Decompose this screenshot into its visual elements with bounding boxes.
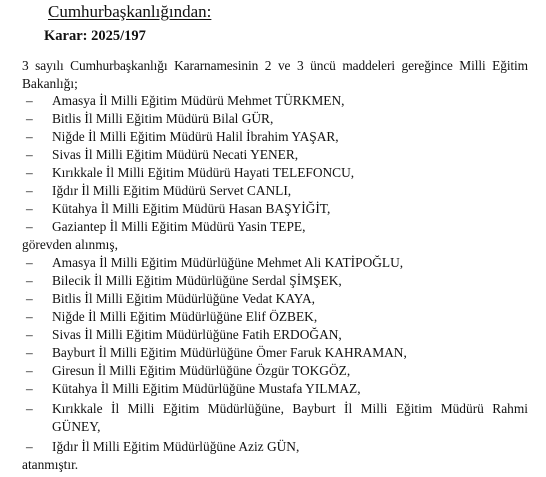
dash-bullet: –	[26, 363, 33, 378]
appointed-item-text: Kütahya İl Milli Eğitim Müdürlüğüne Mustafa YILMAZ,	[52, 381, 361, 396]
removed-item	[26, 200, 330, 218]
dash-bullet: –	[26, 345, 33, 360]
dash-bullet: –	[26, 439, 33, 454]
removed-item-text: Bitlis İl Milli Eğitim Müdürü Bilal GÜR,	[52, 111, 274, 126]
appointed-item-text: Niğde İl Milli Eğitim Müdürlüğüne Elif ÖZBEK,	[52, 309, 318, 324]
appointed-item-text: Bayburt İl Milli Eğitim Müdürlüğüne Ömer Faruk KAHRAMAN,	[52, 345, 407, 360]
appointed-item-text: Amasya İl Milli Eğitim Müdürlüğüne Mehmet Ali KATİPOĞLU,	[52, 255, 404, 270]
removed-item-text: Sivas İl Milli Eğitim Müdürü Necati YENER,	[52, 147, 299, 162]
appointed-item-text: Giresun İl Milli Eğitim Müdürlüğüne Özgür TOKGÖZ,	[52, 363, 351, 378]
appointed-item	[26, 362, 350, 380]
dash-bullet: –	[26, 327, 33, 342]
removed-item-text: Iğdır İl Milli Eğitim Müdürü Servet CANLI,	[52, 183, 292, 198]
appointed-item-text: Kırıkkale İl Milli Eğitim Müdürlüğüne, Bayburt İl Milli Eğitim Müdürü Rahmi	[52, 401, 528, 416]
issuer-heading: Cumhurbaşkanlığından:	[48, 2, 212, 21]
removed-item-text: Gaziantep İl Milli Eğitim Müdürü Yasin TEPE,	[52, 219, 306, 234]
dash-bullet: –	[26, 183, 33, 198]
removed-item	[26, 182, 291, 200]
removed-item	[26, 164, 354, 182]
removed-item	[26, 128, 339, 146]
appointed-item	[26, 272, 342, 290]
dash-bullet: –	[26, 111, 33, 126]
appointed-item-text: Bilecik İl Milli Eğitim Müdürlüğüne Serdal ŞİMŞEK,	[52, 273, 342, 288]
dash-bullet: –	[26, 219, 33, 234]
removed-item-text: Kütahya İl Milli Eğitim Müdürü Hasan BAŞYİĞİT,	[52, 201, 331, 216]
intro-text-line-1: 3 sayılı Cumhurbaşkanlığı Kararnamesinin 2 ve 3 üncü maddeleri gereğince Milli Eğitim	[22, 58, 528, 73]
appointed-item-text: Iğdır İl Milli Eğitim Müdürlüğüne Aziz GÜN,	[52, 439, 300, 454]
decision-number: Karar: 2025/197	[44, 28, 146, 44]
dash-bullet: –	[26, 165, 33, 180]
dash-bullet: –	[26, 93, 33, 108]
removed-item	[26, 110, 273, 128]
appointed-item-text: Sivas İl Milli Eğitim Müdürlüğüne Fatih ERDOĞAN,	[52, 327, 342, 342]
removed-item-text: Niğde İl Milli Eğitim Müdürü Halil İbrahim YAŞAR,	[52, 129, 339, 144]
dash-bullet: –	[26, 291, 33, 306]
appointed-item	[26, 290, 315, 308]
appointed-item	[26, 438, 299, 456]
dash-bullet: –	[26, 309, 33, 324]
removed-item	[26, 92, 344, 110]
dash-bullet: –	[26, 273, 33, 288]
appointed-item	[26, 344, 407, 362]
removed-item	[26, 146, 298, 164]
dash-bullet: –	[26, 129, 33, 144]
removed-item-text: Kırıkkale İl Milli Eğitim Müdürü Hayati TELEFONCU,	[52, 165, 355, 180]
appointed-item	[26, 326, 342, 344]
dash-bullet: –	[26, 147, 33, 162]
appointed-item	[26, 254, 403, 272]
dash-bullet: –	[26, 381, 33, 396]
appointed-suffix: atanmıştır.	[22, 457, 79, 472]
removed-item	[26, 218, 305, 236]
appointed-item-continuation: GÜNEY,	[52, 419, 101, 434]
removed-suffix: görevden alınmış,	[22, 237, 118, 252]
appointed-item	[26, 308, 317, 326]
appointed-item-text: Bitlis İl Milli Eğitim Müdürlüğüne Vedat KAYA,	[52, 291, 315, 306]
appointed-item-long	[26, 400, 528, 418]
appointed-item	[26, 380, 361, 398]
dash-bullet: –	[26, 201, 33, 216]
dash-bullet: –	[26, 255, 33, 270]
removed-item-text: Amasya İl Milli Eğitim Müdürü Mehmet TÜRKMEN,	[52, 93, 345, 108]
dash-bullet: –	[26, 401, 33, 416]
intro-text-line-2: Bakanlığı;	[22, 76, 78, 91]
